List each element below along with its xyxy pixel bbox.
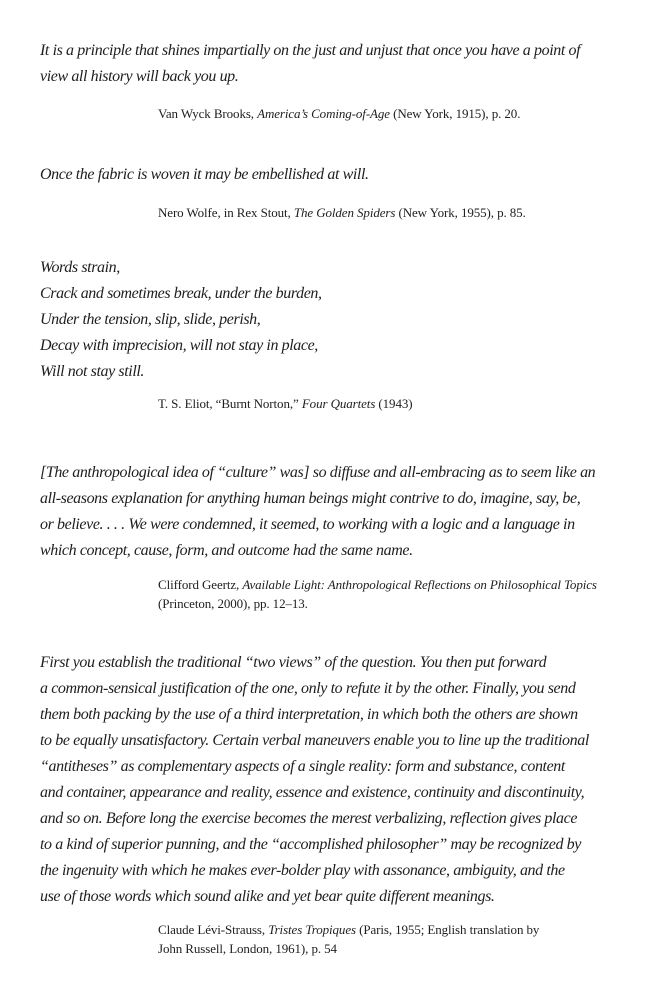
quote-line: all-seasons explanation for anything human beings might contrive to do, imagine, say, be, — [40, 490, 581, 507]
attribution — [158, 394, 612, 413]
quote-line: use of those words which sound alike and yet bear quite different meanings. — [40, 888, 495, 905]
quote-line: a common-sensical justification of the one, only to refute it by the other. Finally, you send — [40, 680, 576, 697]
work-title: America’s Coming-of-Age — [257, 106, 390, 121]
epigraph — [40, 38, 612, 123]
epigraph — [40, 650, 612, 958]
epigraph — [40, 255, 612, 413]
attribution-text: (New York, 1955), p. 85. — [395, 205, 526, 220]
quote-line: and container, appearance and reality, essence and existence, continuity and discontinuity, — [40, 784, 585, 801]
quote-line: view all history will back you up. — [40, 68, 239, 85]
attribution-text: Nero Wolfe, in Rex Stout, — [158, 205, 294, 220]
epigraph — [40, 162, 612, 222]
attribution-line — [158, 104, 612, 123]
quote — [40, 650, 612, 910]
epigraph-list — [40, 38, 612, 958]
quote-line: Under the tension, slip, slide, perish, — [40, 311, 261, 328]
quote-line: [The anthropological idea of “culture” was] so diffuse and all-embracing as to seem like an — [40, 464, 596, 481]
quote-line: It is a principle that shines impartially on the just and unjust that once you have a point of — [40, 42, 581, 59]
attribution-line — [158, 394, 612, 413]
quote-line: Decay with imprecision, will not stay in place, — [40, 337, 318, 354]
attribution — [158, 203, 612, 222]
attribution-line — [158, 203, 612, 222]
quote-line: to a kind of superior punning, and the “accomplished philosopher” may be recognized by — [40, 836, 581, 853]
work-title: Available Light: Anthropological Reflections on Philosophical Topics — [242, 577, 597, 592]
attribution-line — [158, 594, 612, 613]
quote-line: them both packing by the use of a third interpretation, in which both the others are shown — [40, 706, 578, 723]
quote — [40, 255, 612, 385]
attribution-text: (Princeton, 2000), pp. 12–13. — [158, 596, 308, 611]
attribution-line — [158, 939, 612, 958]
quote-line: which concept, cause, form, and outcome had the same name. — [40, 542, 413, 559]
attribution-text: Van Wyck Brooks, — [158, 106, 258, 121]
quote — [40, 460, 612, 564]
quote-line: Crack and sometimes break, under the burden, — [40, 285, 322, 302]
quote-line: “antitheses” as complementary aspects of a single reality: form and substance, content — [40, 758, 565, 775]
attribution-line — [158, 920, 612, 939]
attribution-text: (1943) — [375, 396, 413, 411]
quote — [40, 162, 612, 188]
attribution-text: Claude Lévi-Strauss, — [158, 922, 269, 937]
quote-line: Once the fabric is woven it may be embellished at will. — [40, 166, 369, 183]
attribution-text: Clifford Geertz, — [158, 577, 243, 592]
work-title: Four Quartets — [301, 396, 376, 411]
quote-line: First you establish the traditional “two views” of the question. You then put forward — [40, 654, 547, 671]
attribution-line — [158, 575, 612, 594]
attribution-text: John Russell, London, 1961), p. 54 — [158, 941, 337, 956]
quote-line: or believe. . . . We were condemned, it seemed, to working with a logic and a language in — [40, 516, 575, 533]
quote-line: Will not stay still. — [40, 363, 145, 380]
epigraph — [40, 460, 612, 613]
attribution — [158, 575, 612, 613]
quote-line: to be equally unsatisfactory. Certain verbal maneuvers enable you to line up the traditional — [40, 732, 589, 749]
attribution — [158, 104, 612, 123]
quote-line: Words strain, — [40, 259, 120, 276]
attribution — [158, 920, 612, 958]
work-title: Tristes Tropiques — [268, 922, 356, 937]
attribution-text: (New York, 1915), p. 20. — [389, 106, 521, 121]
quote-line: the ingenuity with which he makes ever-bolder play with assonance, ambiguity, and the — [40, 862, 565, 879]
quote — [40, 38, 612, 90]
attribution-text: (Paris, 1955; English translation by — [355, 922, 540, 937]
work-title: The Golden Spiders — [293, 205, 396, 220]
quote-line: and so on. Before long the exercise becomes the merest verbalizing, reflection gives place — [40, 810, 578, 827]
attribution-text: T. S. Eliot, “Burnt Norton,” — [158, 396, 302, 411]
